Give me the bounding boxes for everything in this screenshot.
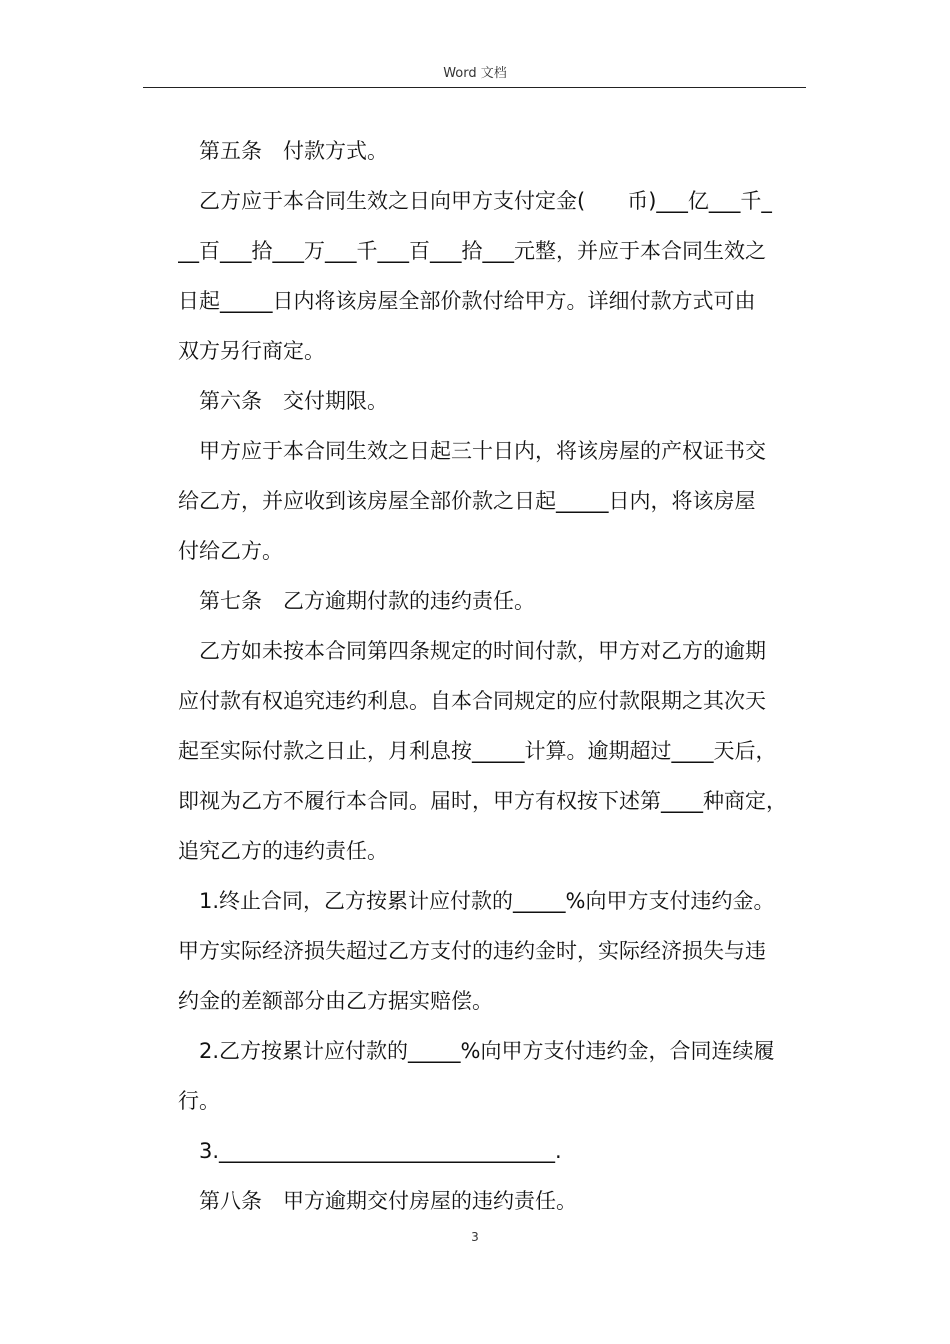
page-header: Word 文档 <box>443 66 507 81</box>
paragraph-line: 付给乙方。 <box>178 539 283 563</box>
paragraph-line: 即视为乙方不履行本合同。届时，甲方有权按下述第____种商定， <box>178 789 787 813</box>
paragraph-line: 甲方应于本合同生效之日起三十日内，将该房屋的产权证书交 <box>199 439 766 463</box>
paragraph-line: __百___拾___万___千___百___拾___元整，并应于本合同生效之 <box>178 239 766 263</box>
paragraph-line: 给乙方，并应收到该房屋全部价款之日起_____日内，将该房屋 <box>178 489 756 513</box>
paragraph-line: 乙方应于本合同生效之日向甲方支付定金( 币)___亿___千_ <box>199 189 772 213</box>
page-number: 3 <box>471 1230 479 1244</box>
document-body <box>178 126 808 1226</box>
paragraph-line: 双方另行商定。 <box>178 339 325 363</box>
article-8-heading: 第八条 甲方逾期交付房屋的违约责任。 <box>199 1189 577 1213</box>
clause-item-3: 3.________________________________. <box>199 1139 562 1163</box>
paragraph-line: 应付款有权追究违约利息。自本合同规定的应付款限期之其次天 <box>178 689 766 713</box>
paragraph-line: 约金的差额部分由乙方据实赔偿。 <box>178 989 493 1013</box>
paragraph-line: 甲方实际经济损失超过乙方支付的违约金时，实际经济损失与违 <box>178 939 766 963</box>
paragraph-line: 日起_____日内将该房屋全部价款付给甲方。详细付款方式可由 <box>178 289 756 313</box>
paragraph-line: 起至实际付款之日止，月利息按_____计算。逾期超过____天后， <box>178 739 777 763</box>
clause-item-2: 2.乙方按累计应付款的_____%向甲方支付违约金，合同连续履 <box>199 1039 775 1063</box>
article-6-heading: 第六条 交付期限。 <box>199 389 388 413</box>
clause-item-1: 1.终止合同，乙方按累计应付款的_____%向甲方支付违约金。 <box>199 889 775 913</box>
article-5-heading: 第五条 付款方式。 <box>199 139 388 163</box>
paragraph-line: 乙方如未按本合同第四条规定的时间付款，甲方对乙方的逾期 <box>199 639 766 663</box>
header-rule <box>143 87 806 88</box>
paragraph-line: 追究乙方的违约责任。 <box>178 839 388 863</box>
article-7-heading: 第七条 乙方逾期付款的违约责任。 <box>199 589 535 613</box>
paragraph-line: 行。 <box>178 1089 220 1113</box>
